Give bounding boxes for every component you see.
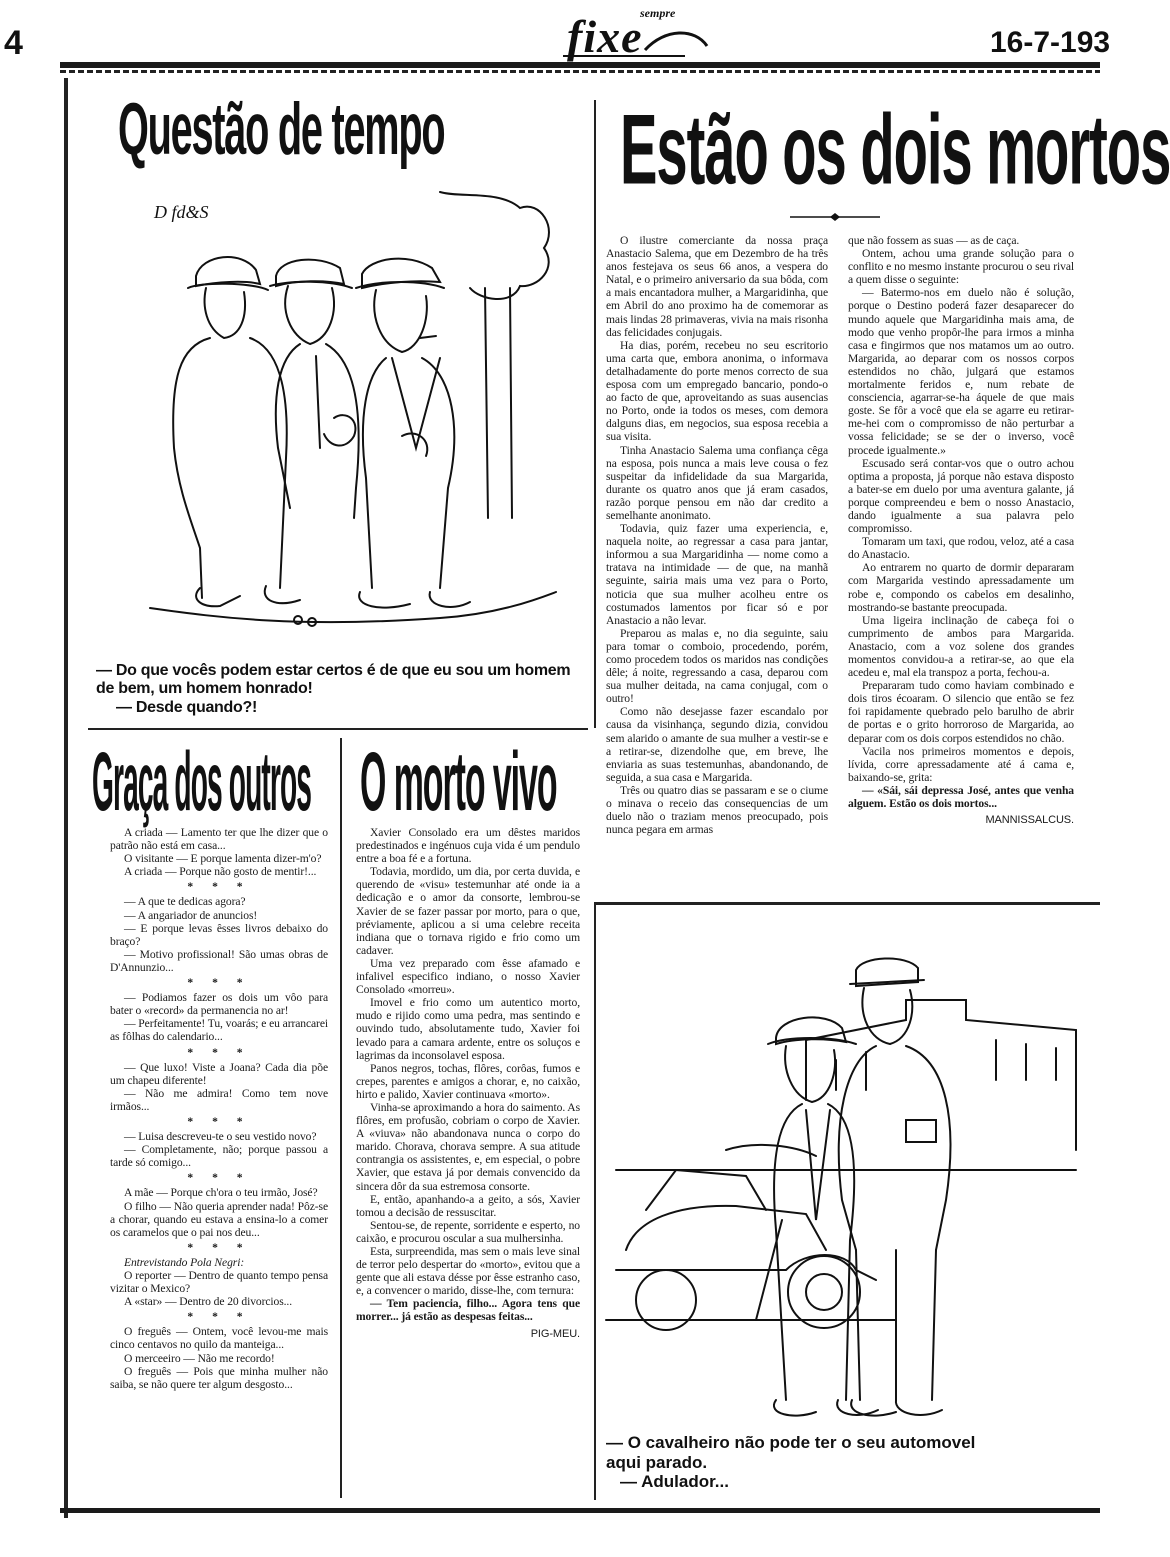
paragraph: Preparou as malas e, no dia seguinte, saiu para tomar o comboio, procedendo, porém, como procedem todos os maridos nas condições dêle; á noite, regressando a casa, deparou com sua mulher deitada, na cama conjugal, com o outro! — [606, 626, 828, 706]
masthead-logo — [545, 6, 715, 66]
paragraph: Uma vez preparado com êsse afamado e infalivel especifico indiano, o nosso Xavier Consolado «morreu». — [356, 956, 580, 997]
paragraph: Ontem, achou uma grande solução para o conflito e no mesmo instante procurou o seu rival a quem disse o seguinte: — [848, 247, 1074, 287]
paragraph: Vinha-se aproximando a hora do saimento. As flôres, em profusão, cobriam o corpo de Xavier. A «viuva» não abandonava nunca o corpo do marido. Chorava, chorava sempre. A sua atitude contrangia os assistentes, e, em especial, o pobre Xavier, que estava já por demais convencido da sincera dôr da sua estremosa consorte. — [356, 1100, 580, 1193]
dialogue-line: A mãe — Porque ch'ora o teu irmão, José? — [124, 1186, 318, 1200]
article-mortos-col2 — [848, 234, 1074, 827]
dialogue-line: — Perfeitamente! Tu, voarás; e eu arrancarei as fôlhas do calendario... — [110, 1017, 328, 1044]
dialogue-line: O freguês — Ontem, você levou-me mais cinco centavos no quilo da manteiga... — [110, 1325, 328, 1352]
logo-name: fixe — [567, 11, 643, 62]
headline-graca-dos-outros: Graça dos outros — [92, 734, 312, 829]
dialogue-line: — Completamente, não; porque passou a tarde só comigo... — [110, 1143, 328, 1170]
paragraph: que não fossem as suas — as de caça. — [848, 234, 1020, 247]
cartoon-signature: D fd&S — [154, 202, 209, 222]
paragraph: Três ou quatro dias se passaram e se o ciume o minava o receio das consequencias de um duelo não o traziam menos preocupado, pois nunca pegara em armas — [606, 783, 828, 837]
page-number: 4 — [4, 24, 23, 62]
separator-stars: * * * — [187, 1240, 251, 1254]
dialogue-line: A criada — Porque não gosto de mentir!... — [124, 865, 317, 879]
dialogue-line: — A que te dedicas agora? — [124, 895, 246, 909]
cartoon-gentleman-and-car-illustration — [606, 920, 1086, 1428]
separator-stars: * * * — [187, 1310, 251, 1324]
dialogue-line: — E porque levas êsses livros debaixo do braço? — [110, 921, 328, 948]
paragraph: O ilustre comerciante da nossa praça Anastacio Salema, que em Dezembro de ha três anos festejava os seus 66 anos, a vespera do Natal, e o primeiro aniversario da sua bôda, com a mais encantadora mulher, a Margaridinha, que em Abril do ano proximo ha de comemorar as mais lindas 28 primaveras, vivia na mais risonha das felicidades conjugais. — [606, 234, 828, 339]
dialogue-line: Entrevistando Pola Negri: — [124, 1255, 245, 1269]
dialogue-line: — Podiamos fazer os dois um vôo para bater o «record» da permanencia no ar! — [110, 991, 328, 1018]
bottom-rule — [60, 1508, 1100, 1513]
article-vivo-column — [356, 826, 580, 1341]
caption-line: — Do que vocês podem estar certos é de que eu sou um homem — [96, 662, 571, 679]
paragraph: Escusado será contar-vos que o outro achou optima a proposta, já porque não estava disposto a bater-se em duelo por uma aventura galante, já porque compreendeu e bem o nosso Anastacio, dando igualmente a sua palavra pelo compromisso. — [848, 456, 1074, 536]
paragraph: Ao entrarem no quarto de dormir depararam com Margarida vestindo apressadamente um robe e, compondo os cabelos em desalinho, mostrando-se bastante preocupada. — [848, 561, 1074, 614]
caption-line: — Adulador... — [620, 1472, 729, 1492]
ornament-rule-icon — [790, 213, 880, 221]
caption-line: de bem, um homem honrado! — [96, 680, 313, 698]
separator-stars: * * * — [187, 1171, 251, 1185]
separator-stars: * * * — [187, 976, 251, 990]
paragraph: E, então, apanhando-a a geito, a sós, Xavier tomou a decisão de ressuscitar. — [356, 1192, 580, 1219]
logo-pre: sempre — [640, 6, 676, 20]
paragraph: Tomaram um taxi, que rodou, veloz, até a casa do Anastacio. — [848, 535, 1074, 562]
headline-estao-os-dois-mortos: Estão os dois mortos — [620, 93, 1170, 205]
cartoon1-caption — [96, 662, 580, 717]
paragraph: Tinha Anastacio Salema uma confiança cêga na esposa, pois nunca a mais leve cousa o fez suspeitar da infidelidade da sua Margarida, durante os quatro anos que já eram casados, razão porque pensou em não dar credito a semelhante anonimato. — [606, 443, 828, 522]
caption-line: aqui parado. — [606, 1452, 708, 1472]
top-rule-dashed — [60, 70, 1100, 73]
paragraph: Panos negros, tochas, flôres, corôas, fumos e crepes, parentes e amigos a chorar, e, no caixão, hirto e palido, Xavier continuava «morto». — [356, 1061, 580, 1101]
column-divider — [594, 100, 596, 728]
dialogue-line: A criada — Lamento ter que lhe dizer que o patrão não está em casa... — [110, 826, 328, 853]
paragraph: Imovel e frio como um autentico morto, mudo e rijido como uma pedra, mas sentindo e ouvindo tudo, absolutamente tudo, Xavier foi levado para a camara ardente, entre os soluços e lagrimas da inconsolavel esposa. — [356, 996, 580, 1062]
paragraph: Esta, surpreendida, mas sem o mais leve sinal de terror pelo despertar do «morto», evitou que a gente que ali estava désse por êsse estranho caso, e, a convencer o marido, disse-lhe, com ternura: — [356, 1245, 580, 1298]
dialogue-line: — Luisa descreveu-te o seu vestido novo? — [124, 1130, 317, 1144]
dialogue-line: — Motivo profissional! São umas obras de D'Annunzio... — [110, 947, 328, 974]
paragraph: Prepararam tudo como haviam combinado e dois tiros écoaram. O silencio que então se fez foi rapidamente quebrado pelo barulho de abrir de portas e o grito horroroso de Margarida, ao deparar com os dois corpos estendidos no chão. — [848, 679, 1074, 745]
article-signature: PIG-MEU. — [530, 1327, 580, 1340]
issue-date: 16-7-193 — [990, 26, 1111, 59]
left-edge-rule — [64, 78, 68, 1518]
headline-questao-de-tempo: Questão de tempo — [118, 87, 445, 171]
dialogue-line: O filho — Não queria aprender nada! Pôz-se a chorar, quando eu estava a ensina-lo a comer os caramelos que o pai nos deu... — [110, 1199, 328, 1239]
paragraph: Xavier Consolado era um dêstes maridos predestinados e ingénuos cuja vida é um pendulo entre a boa fé e a fortuna. — [356, 826, 580, 866]
paragraph: Uma ligeira inclinação de cabeça foi o cumprimento de ambos para Margarida. Anastacio, com a voz solene dos grandes momentos convidou-a a retirar-se, ao que ela acedeu e, mal ela transpoz a porta, fechou-a. — [848, 613, 1074, 680]
column-divider — [340, 738, 342, 1498]
paragraph: Todavia, mordido, um dia, por certa duvida, e querendo de «visu» testemunhar até onde ia a dedicação e o amor da consorte, lembrou-se Xavier de se fazer passar por morto, para o que, préviamente, aplicou a si uma celebre receita indiana que o tornava rigido e frio como um cadaver. — [356, 865, 580, 957]
dialogue-line: O visitante — E porque lamenta dizer-m'o? — [124, 852, 322, 866]
headline-o-morto-vivo: O morto vivo — [360, 734, 557, 829]
cartoon-three-men-illustration — [140, 188, 560, 658]
paragraph: Como não desejasse fazer escandalo por causa da visinhança, segundo dizia, convidou sem alarido o amante de sua mulher a vestir-se e a retirar-se, dizendolhe que, em breve, lhe enviaria as suas testemunhas, abandonando, de seguida, a sua casa e Margarida. — [606, 705, 828, 784]
article-mortos-col1 — [606, 234, 828, 836]
paragraph: — Tem paciencia, filho... Agora tens que morrer... já estão as despesas feitas... — [356, 1297, 580, 1324]
dialogue-line: — A angariador de anuncios! — [124, 908, 258, 922]
separator-stars: * * * — [187, 880, 251, 894]
article-graca-column — [110, 826, 328, 1391]
dialogue-line: O reporter — Dentro de quanto tempo pensa vizitar o Mexico? — [110, 1269, 328, 1296]
column-divider — [594, 902, 596, 1500]
separator-stars: * * * — [187, 1114, 251, 1128]
paragraph: Ha dias, porém, recebeu no seu escritorio uma carta que, embora anonima, o informava detalhadamente do porte menos correcto de sua esposa com um empregado bancario, pondo-o ao facto de que, aproveitando as suas ausencias no Porto, onde ia todos os meses, com demora dalguns dias, em negocios, sua esposa recebia a sua visita. — [606, 338, 828, 444]
dialogue-line: — Que luxo! Viste a Joana? Cada dia põe um chapeu diferente! — [110, 1060, 328, 1087]
caption-line: — Desde quando?! — [116, 698, 257, 716]
separator-stars: * * * — [187, 1045, 251, 1059]
section-divider — [88, 728, 588, 730]
caption-line: — O cavalheiro não pode ter o seu automovel — [606, 1433, 976, 1452]
dialogue-line: O merceeiro — Não me recordo! — [124, 1351, 275, 1365]
paragraph: Todavia, quiz fazer uma experiencia, e, naquela noite, ao regressar a casa para jantar, informou a sua Margaridinha — nome como a tratava na intimidade — de que, na manhã seguinte, sairia mais uma vez para o Porto, noticia que sua mulher acolheu entre os costumados lamentos por ficar só e por Anastacio a não levar. — [606, 522, 828, 627]
paragraph: Vacila nos primeiros momentos e depois, lívida, corre apressadamente até á cama e, baixando-se, grita: — [848, 744, 1074, 784]
dialogue-line: A «star» — Dentro de 20 divorcios... — [124, 1295, 293, 1309]
paragraph: Sentou-se, de repente, sorridente e esperto, no caixão, e procurou oscular a sua mulhersinha. — [356, 1218, 580, 1245]
cartoon2-caption — [606, 1433, 1076, 1492]
top-rule — [60, 62, 1100, 68]
section-divider — [596, 902, 1100, 905]
dialogue-line: O freguês — Pois que minha mulher não saiba, se não quere ter algum desgosto... — [110, 1364, 328, 1391]
dialogue-line: — Não me admira! Como tem nove irmãos... — [110, 1086, 328, 1113]
paragraph: — Batermo-nos em duelo não é solução, porque o Destino poderá fazer desaparecer do mundo aquele que Margaridinha mais ama, de modo que venho propôr-lhe para irmos a minha casa e fingirmos que nos matamos um ao outro. Margarida, ao deparar com os nossos corpos estendidos no chão, julgará que estamos mortalmente feridos e, num rebate de consciencia, agarrar-se-ha áquele de que mais goste. Se fôr a você que ela se agarre eu retirar-me-hei com o compromisso de não perturbar a vossa felicidade; se se der o inverso, você procede igualmente.» — [848, 286, 1074, 457]
paragraph: — «Sái, sái depressa José, antes que venha alguem. Estão os dois mortos... — [848, 783, 1074, 811]
article-signature: MANNISSALCUS. — [985, 814, 1074, 827]
